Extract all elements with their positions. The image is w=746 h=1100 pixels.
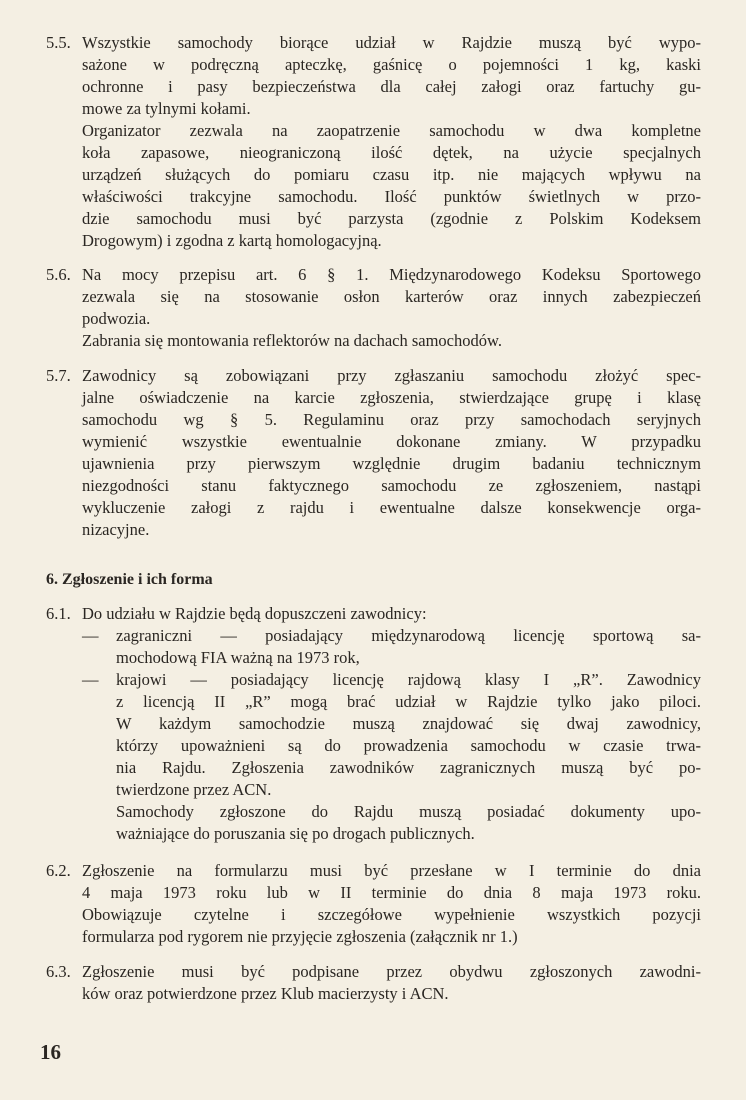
section-6-3	[46, 961, 701, 1005]
text-line: nia Rajdu. Zgłoszenia zawodników zagranicznych muszą być po-	[116, 758, 701, 777]
section-number: 6.3.	[46, 962, 71, 981]
section-number: 6.1.	[46, 604, 71, 623]
section-number: 5.7.	[46, 366, 71, 385]
text-line: jalne oświadczenie na karcie zgłoszenia, stwierdzające grupę i klasę	[82, 388, 701, 407]
section-text	[82, 264, 701, 352]
text-line: Na mocy przepisu art. 6 § 1. Międzynarodowego Kodeksu Sportowego	[82, 265, 701, 284]
text-line: Obowiązuje czytelne i szczegółowe wypełnienie wszystkich pozycji	[82, 905, 701, 924]
text-line: Zabrania się montowania reflektorów na dachach samochodów.	[82, 331, 502, 350]
text-line: Zgłoszenie musi być podpisane przez obydwu zgłoszonych zawodni-	[82, 962, 701, 981]
text-line: krajowi — posiadający licencję rajdową klasy I „R”. Zawodnicy	[116, 670, 701, 689]
text-line: 4 maja 1973 roku lub w II terminie do dnia 8 maja 1973 roku.	[82, 883, 701, 902]
text-line: którzy upoważnieni są do prowadzenia samochodu w czasie trwa-	[116, 736, 701, 755]
text-line: ujawnienia przy pierwszym względnie drugim badaniu technicznym	[82, 454, 701, 473]
text-line: ków oraz potwierdzone przez Klub macierzysty i ACN.	[82, 984, 449, 1003]
section-5-7	[46, 365, 701, 541]
section-text	[82, 365, 701, 541]
text-line: mowe za tylnymi kołami.	[82, 99, 251, 118]
text-line: twierdzone przez ACN.	[116, 780, 272, 799]
text-line: podwozia.	[82, 309, 151, 328]
text-line: samochodu wg § 5. Regulaminu oraz przy samochodach seryjnych	[82, 410, 701, 429]
list-item	[82, 625, 701, 669]
text-line: koła zapasowe, nieograniczoną ilość dętek, na użycie specjalnych	[82, 143, 701, 162]
text-line: właściwości trakcyjne samochodu. Ilość punktów świetlnych w przo-	[82, 187, 701, 206]
text-line: ochronne i pasy bezpieczeństwa dla całej załogi oraz fartuchy gu-	[82, 77, 701, 96]
text-line: wymienić wszystkie ewentualnie dokonane zmiany. W przypadku	[82, 432, 701, 451]
section-5-5	[46, 32, 701, 252]
text-line: zagraniczni — posiadający międzynarodową licencję sportową sa-	[116, 626, 701, 645]
list-dash: —	[82, 670, 99, 689]
text-line: z licencją II „R” mogą brać udział w Rajdzie tylko jako piloci.	[116, 692, 701, 711]
section-text	[82, 32, 701, 252]
text-line: nizacyjne.	[82, 520, 150, 539]
text-line: urządzeń służących do pomiaru czasu itp. nie mających wpływu na	[82, 165, 701, 184]
text-line: sażone w podręczną apteczkę, gaśnicę o pojemności 1 kg, kaski	[82, 55, 701, 74]
section-heading: 6. Zgłoszenie i ich forma	[46, 571, 213, 588]
text-line: niezgodności stanu faktycznego samochodu ze zgłoszeniem, nastąpi	[82, 476, 701, 495]
text-line: Organizator zezwala na zaopatrzenie samochodu w dwa kompletne	[82, 121, 701, 140]
section-text	[82, 961, 701, 1005]
text-line: Do udziału w Rajdzie będą dopuszczeni zawodnicy:	[82, 604, 427, 623]
text-line: ważniające do poruszania się po drogach publicznych.	[116, 824, 475, 843]
text-line: wykluczenie załogi z rajdu i ewentualne dalsze konsekwencje orga-	[82, 498, 701, 517]
section-6-2	[46, 860, 701, 948]
text-line: zezwala się na stosowanie osłon karterów oraz innych zabezpieczeń	[82, 287, 701, 306]
list-dash: —	[82, 626, 99, 645]
section-6-1	[46, 603, 701, 845]
text-line: mochodową FIA ważną na 1973 rok,	[116, 648, 360, 667]
list-item	[82, 669, 701, 845]
text-line: W każdym samochodzie muszą znajdować się dwaj zawodnicy,	[116, 714, 701, 733]
text-line: Zgłoszenie na formularzu musi być przesłane w I terminie do dnia	[82, 861, 701, 880]
text-line: Drogowym) i zgodna z kartą homologacyjną.	[82, 231, 382, 250]
section-text	[82, 603, 701, 845]
page-number: 16	[40, 1040, 61, 1064]
text-line: dzie samochodu musi być parzysta (zgodnie z Polskim Kodeksem	[82, 209, 701, 228]
section-number: 5.5.	[46, 33, 71, 52]
text-line: formularza pod rygorem nie przyjęcie zgłoszenia (załącznik nr 1.)	[82, 927, 518, 946]
text-line: Wszystkie samochody biorące udział w Rajdzie muszą być wypo-	[82, 33, 701, 52]
section-number: 5.6.	[46, 265, 71, 284]
text-line: Samochody zgłoszone do Rajdu muszą posiadać dokumenty upo-	[116, 802, 701, 821]
section-number: 6.2.	[46, 861, 71, 880]
section-5-6	[46, 264, 701, 352]
section-text	[82, 860, 701, 948]
text-line: Zawodnicy są zobowiązani przy zgłaszaniu samochodu złożyć spec-	[82, 366, 701, 385]
